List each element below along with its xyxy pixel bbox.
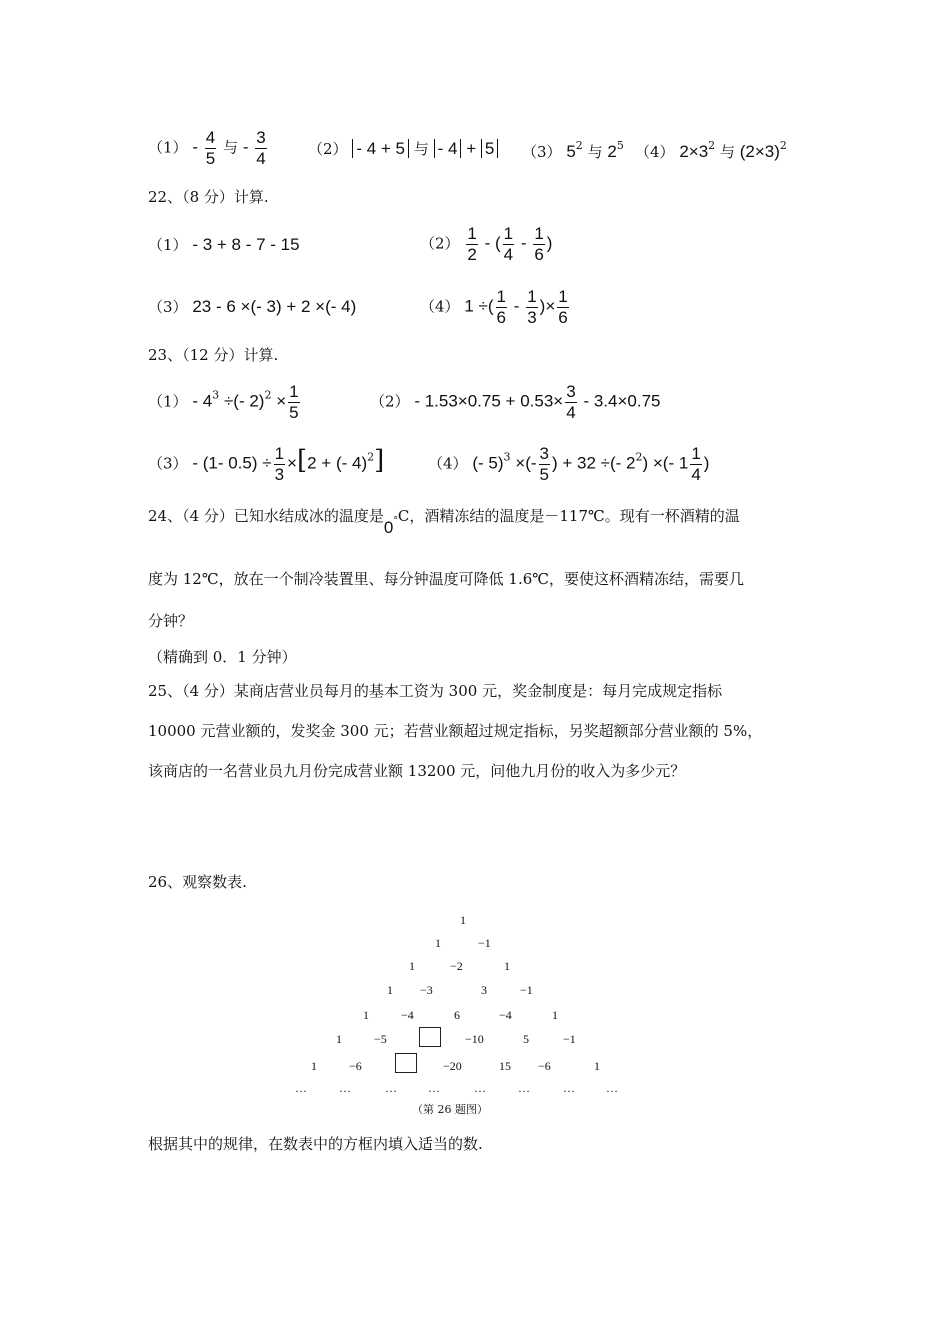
q21-item4-label: （4） [635, 143, 675, 161]
q23-part2-a: - 1.53×0.75 + 0.53× [414, 391, 564, 411]
q22-part4-pre: 1 ÷( [464, 296, 494, 316]
q23-part4-c: ) + 32 ÷(- 2 [552, 453, 636, 473]
q22-part2 [420, 224, 552, 265]
q22-part1 [148, 236, 300, 253]
q23-part3-label: （3） [148, 454, 188, 473]
triangle-ellipsis: … [606, 1081, 618, 1095]
triangle-cell: −1 [563, 1032, 576, 1046]
q25-line3: 该商店的一名营业员九月份完成营业额 13200 元，问他九月份的收入为多少元？ [148, 762, 686, 780]
triangle-cell: 6 [454, 1008, 460, 1022]
triangle-ellipsis: … [563, 1081, 575, 1095]
q24-line1-a: 24、（4 分）已知水结成冰的温度是 [148, 507, 384, 525]
triangle-cell: 1 [435, 936, 441, 950]
triangle-cell: 1 [594, 1059, 600, 1073]
q23-part4-c-exp: 2 [635, 450, 643, 464]
q24-degree: ° [393, 516, 398, 526]
triangle-cell: 15 [499, 1059, 511, 1073]
q21-item1-frac-a: $\frac{4}{5}$ [205, 128, 216, 168]
triangle-cell: −1 [478, 936, 491, 950]
triangle-ellipsis: … [428, 1081, 440, 1095]
q23-part3 [148, 444, 384, 485]
q23-part4-frac2: $\frac{1}{4}$ [691, 444, 701, 484]
q23-part2 [370, 382, 660, 423]
triangle-cell: 1 [504, 959, 510, 973]
q23-part2-label: （2） [370, 392, 410, 411]
q23-part1-a: - 4 [192, 391, 213, 411]
q23-part2-b: - 3.4×0.75 [583, 391, 661, 411]
q21-item4 [635, 140, 787, 160]
triangle-ellipsis: … [474, 1081, 486, 1095]
q25-line2: 10000 元营业额的，发奖金 300 元；若营业额超过规定指标，另奖超额部分营业额的 5%， [148, 722, 763, 740]
q21-item4-b-exp: 2 [779, 139, 787, 152]
q24-line4: （精确到 0．1 分钟） [148, 648, 297, 666]
q22-part2-frac1: $\frac{1}{2}$ [467, 224, 477, 264]
triangle-cell: 1 [387, 983, 393, 997]
q24-zero: 0 [383, 518, 394, 537]
q21-item3-label: （3） [522, 143, 562, 161]
q23-part3-a: - (1- 0.5) ÷ [192, 453, 272, 473]
q23-part3-rbracket: ] [374, 445, 385, 476]
q23-part4-b: ×(- [515, 453, 537, 473]
triangle-cell: −4 [401, 1008, 414, 1022]
q21-item2-abs-a: - 4 [434, 139, 462, 158]
q21-item4-a-exp: 2 [708, 139, 716, 152]
q22-part4-frac2: $\frac{1}{3}$ [527, 287, 537, 327]
q23-part1-frac: $\frac{1}{5}$ [289, 382, 299, 422]
q23-part4-a-exp: 3 [503, 450, 511, 464]
q21-item1-sign-a: - [192, 137, 198, 157]
triangle-cell: 1 [311, 1059, 317, 1073]
q22-part2-end: ) [546, 233, 553, 253]
q22-part2-frac3: $\frac{1}{6}$ [534, 224, 544, 264]
answer-box-row7 [395, 1053, 417, 1073]
q21-item4-mid: 与 [719, 143, 735, 161]
figure-caption: （第 26 题图） [412, 1103, 488, 1116]
q21-item3-exp1: 2 [575, 139, 583, 152]
triangle-cell: 1 [336, 1032, 342, 1046]
q22-part1-label: （1） [148, 236, 188, 254]
q22-part2-frac2: $\frac{1}{4}$ [503, 224, 514, 264]
q22-part2-minus: - [520, 233, 527, 253]
q22-header: 22、（8 分）计算. [148, 188, 269, 206]
q21-item3-base2: 2 [607, 142, 617, 161]
q21-item3-exp2: 5 [616, 139, 624, 152]
q23-part1-a-exp: 3 [212, 388, 220, 402]
q25-line1: 25、（4 分）某商店营业员每月的基本工资为 300 元，奖金制度是：每月完成规定指标 [148, 682, 723, 700]
q22-part3-expr: 23 - 6 ×(- 3) + 2 ×(- 4) [192, 297, 357, 316]
q21-item2-label: （2） [308, 140, 348, 158]
q26-header: 26、观察数表. [148, 873, 247, 891]
q23-part4-frac1: $\frac{3}{5}$ [539, 444, 549, 484]
triangle-cell: −3 [420, 983, 433, 997]
q26-footer: 根据其中的规律，在数表中的方框内填入适当的数. [148, 1135, 483, 1153]
triangle-ellipsis: … [385, 1081, 397, 1095]
triangle-ellipsis: … [339, 1081, 351, 1095]
q22-part4-label: （4） [420, 297, 460, 316]
q22-part4-mid: )× [539, 296, 556, 316]
q23-part2-frac: $\frac{3}{4}$ [566, 382, 576, 422]
triangle-cell: 1 [460, 913, 466, 927]
q23-part1-b-exp: 2 [264, 388, 272, 402]
triangle-cell: 1 [363, 1008, 369, 1022]
q23-part4-a: (- 5) [472, 453, 504, 473]
triangle-cell: 1 [409, 959, 415, 973]
q22-part3 [148, 298, 356, 315]
q21-item2-abs-b: 5 [481, 139, 498, 158]
q21-item4-b: (2×3) [739, 142, 780, 161]
q22-part3-label: （3） [148, 298, 188, 316]
q23-header: 23、（12 分）计算. [148, 346, 279, 364]
triangle-ellipsis: … [518, 1081, 530, 1095]
q21-item2-abs-expr: - 4 + 5 [352, 139, 409, 158]
q23-part1-times: × [276, 391, 287, 411]
q22-part2-label: （2） [420, 234, 460, 253]
q22-part1-expr: - 3 + 8 - 7 - 15 [192, 235, 300, 254]
q21-row [148, 128, 269, 169]
q23-part4 [428, 444, 709, 485]
q21-item3-base1: 5 [566, 142, 576, 161]
triangle-cell: 1 [552, 1008, 558, 1022]
q21-item2-mid: 与 [413, 140, 429, 158]
triangle-cell: −2 [450, 959, 463, 973]
q23-part3-times: × [287, 453, 297, 473]
q23-part3-c-exp: 2 [367, 450, 375, 464]
q21-item4-a: 2×3 [679, 142, 709, 161]
triangle-ellipsis: … [295, 1081, 307, 1095]
q22-part4 [420, 287, 571, 328]
q23-part1-b: ÷(- 2) [223, 391, 265, 411]
q23-part1 [148, 382, 302, 423]
q23-part4-d: ) ×(- 1 [642, 453, 689, 473]
q23-part3-c: 2 + (- 4) [307, 453, 368, 473]
answer-box-row6 [419, 1027, 441, 1047]
q23-part4-label: （4） [428, 454, 468, 473]
triangle-cell: −6 [538, 1059, 551, 1073]
triangle-cell: −20 [443, 1059, 462, 1073]
q24-line2: 度为 12℃，放在一个制冷装置里、每分钟温度可降低 1.6℃，要使这杯酒精冻结，需要几 [148, 570, 745, 588]
q21-item1-mid: 与 [223, 138, 239, 157]
q21-item3 [522, 140, 624, 160]
triangle-cell: 5 [523, 1032, 529, 1046]
q21-item2 [308, 140, 498, 157]
q22-part2-mid: - ( [484, 233, 501, 253]
q22-part4-minus: - [513, 296, 520, 316]
q21-item1-frac-b: $\frac{3}{4}$ [256, 128, 266, 168]
q21-item1-sign-b: - [242, 137, 249, 157]
q22-part4-frac3: $\frac{1}{6}$ [558, 287, 568, 327]
q21-item1-label: （1） [148, 138, 188, 157]
q23-part1-label: （1） [148, 392, 188, 411]
triangle-cell: −4 [499, 1008, 512, 1022]
triangle-cell: −10 [465, 1032, 484, 1046]
triangle-cell: −1 [520, 983, 533, 997]
q24-line1 [148, 507, 740, 537]
q21-item2-plus: + [466, 139, 477, 158]
q23-part3-frac: $\frac{1}{3}$ [274, 444, 285, 484]
q21-item3-mid: 与 [587, 143, 603, 161]
q23-part3-lbracket: [ [296, 445, 308, 476]
triangle-cell: −6 [349, 1059, 362, 1073]
q23-part4-e: ) [703, 453, 710, 473]
q24-line1-b: C，酒精冻结的温度是－117℃。现有一杯酒精的温 [397, 507, 740, 525]
q22-part4-frac1: $\frac{1}{6}$ [496, 287, 506, 327]
triangle-cell: 3 [481, 983, 487, 997]
q24-line3: 分钟？ [148, 612, 194, 630]
triangle-cell: −5 [374, 1032, 387, 1046]
